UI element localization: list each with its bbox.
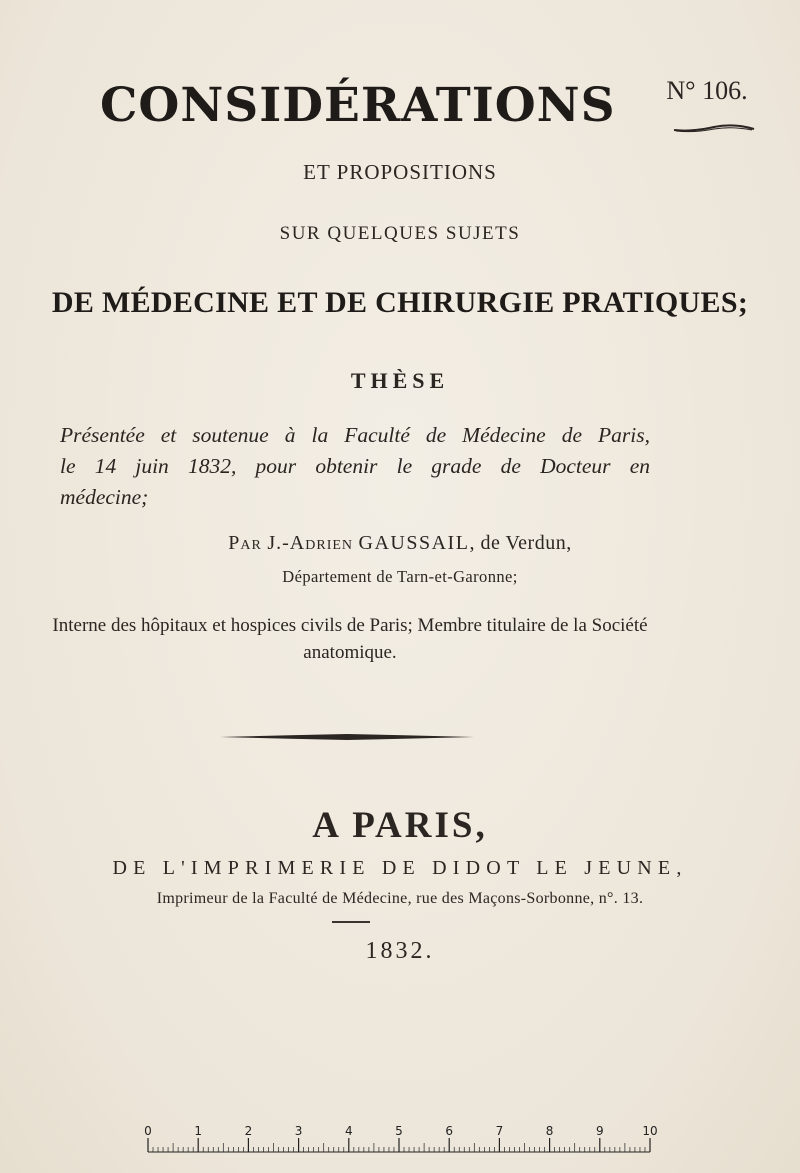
- document-title: CONSIDÉRATIONS: [100, 78, 616, 133]
- presentation-line-3: médecine;: [60, 485, 149, 509]
- author-origin: , de Verdun,: [469, 532, 572, 554]
- author-line: [0, 532, 800, 555]
- author-surname: GAUSSAIL: [358, 532, 470, 554]
- ruler-label: 5: [395, 1124, 403, 1138]
- presentation-line-1: Présentée et soutenue à la Faculté de Médecine de Paris,: [60, 423, 650, 447]
- ruler-label: 7: [495, 1124, 504, 1138]
- presentation-line-2: le 14 juin 1832, pour obtenir le grade de Docteur en: [60, 454, 650, 478]
- ruler-label: 2: [244, 1124, 253, 1138]
- author-initials: J.-Adrien: [267, 532, 354, 554]
- printer-address: Imprimeur de la Faculté de Médecine, rue des Maçons-Sorbonne, n°. 13.: [156, 890, 644, 907]
- ruler-label: 6: [445, 1124, 454, 1138]
- scale-ruler: [140, 1122, 660, 1162]
- ruler-label: 1: [194, 1124, 203, 1138]
- author-department: Département de Tarn-et-Garonne;: [282, 567, 518, 586]
- ruler-label: 9: [595, 1124, 604, 1138]
- ruler-label: 0: [144, 1124, 152, 1138]
- publication-year: 1832.: [365, 938, 435, 964]
- author-description: Interne des hôpitaux et hospices civils de Paris; Membre titulaire de la Société anatomique.: [52, 615, 648, 663]
- printer-name: DE L'IMPRIMERIE DE DIDOT LE JEUNE,: [112, 857, 688, 879]
- ruler-label: 3: [294, 1124, 303, 1138]
- thesis-heading: THÈSE: [350, 368, 450, 393]
- document-number: N° 106.: [666, 76, 748, 105]
- ornamental-rule: [220, 733, 474, 741]
- subtitle-line-2: SUR QUELQUES SUJETS: [279, 223, 521, 244]
- publication-place: A PARIS,: [312, 805, 488, 846]
- presentation-paragraph: [60, 420, 650, 513]
- ruler-label: 8: [545, 1124, 554, 1138]
- subtitle-line-1: ET PROPOSITIONS: [303, 160, 497, 184]
- subtitle-line-3: DE MÉDECINE ET DE CHIRURGIE PRATIQUES;: [51, 286, 749, 319]
- author-prefix: Par: [228, 532, 262, 554]
- number-underline-ornament: [672, 120, 756, 136]
- ruler-label: 4: [344, 1124, 353, 1138]
- ruler-label: 10: [642, 1124, 658, 1138]
- short-divider: [332, 921, 370, 923]
